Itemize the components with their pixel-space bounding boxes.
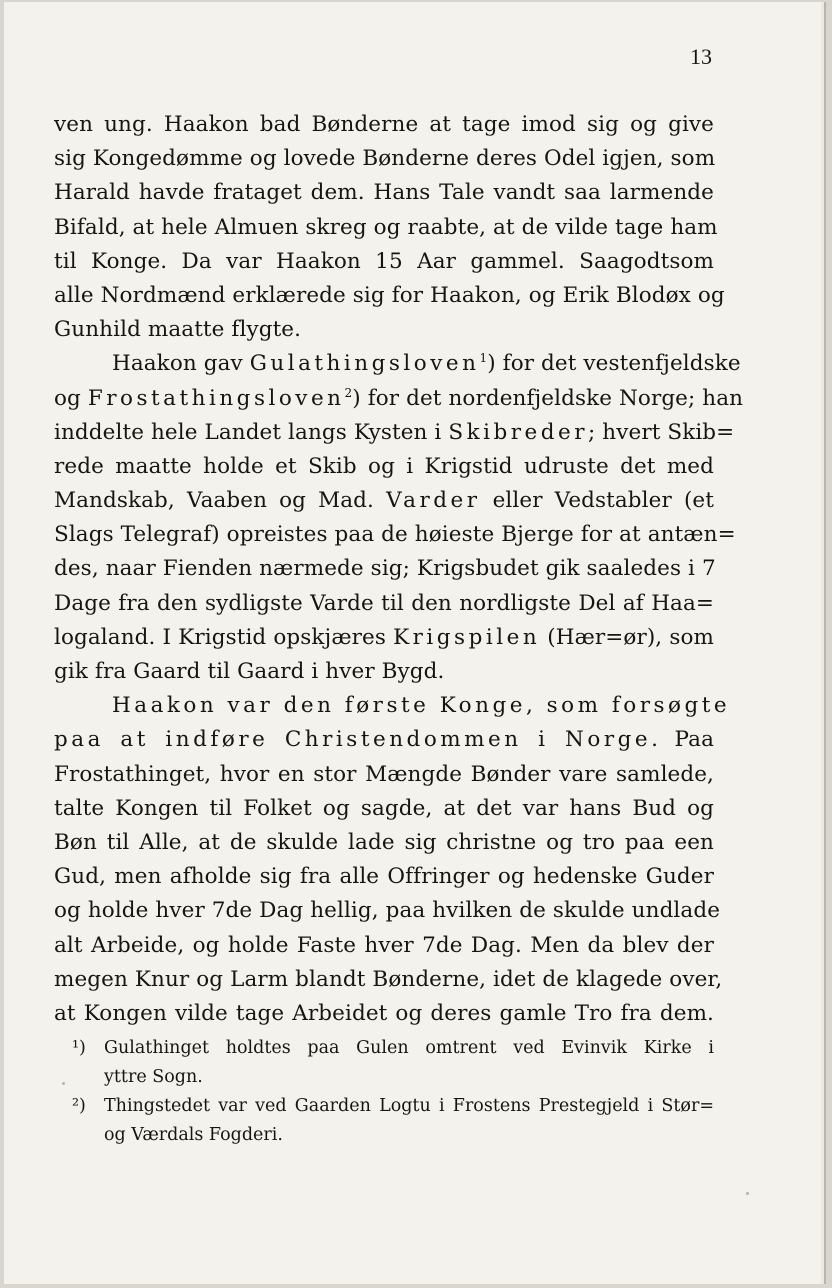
body-text <box>54 108 744 1031</box>
text-line: og holde hver 7de Dag hellig, paa hvilken de skulde undlade <box>54 898 721 924</box>
footnote-ref: 1 <box>479 351 488 366</box>
text-line: til Konge. Da var Haakon 15 Aar gammel. Saagodtsom <box>54 248 714 274</box>
text-line <box>54 347 741 381</box>
page-number: 13 <box>690 44 712 69</box>
text-line: Dage fra den sydligste Varde til den nordligste Del af Haa= <box>54 590 714 616</box>
text-line <box>54 416 735 450</box>
spaced-term: Skibreder <box>448 419 589 445</box>
text-line <box>54 621 714 655</box>
text-run: ) for det nordenfjeldske Norge; han <box>352 385 744 411</box>
spaced-term: Frostathingsloven <box>87 385 345 411</box>
text-line: alt Arbeide, og holde Faste hver 7de Dag. Men da blev der <box>54 932 714 958</box>
text-line: rede maatte holde et Skib og i Krigstid udruste det med <box>54 453 714 479</box>
footnote-ref: 2 <box>344 385 353 400</box>
paper-speck <box>62 1082 65 1085</box>
text-run: ) for det vestenfjeldske <box>487 351 741 377</box>
spaced-term: Gulathingsloven <box>249 351 480 377</box>
text-line: Gunhild maatte flygte. <box>54 317 302 343</box>
text-line: sig Kongedømme og lovede Bønderne deres Odel igjen, som <box>54 146 716 172</box>
text-line: talte Kongen til Folket og sagde, at det var hans Bud og <box>54 795 714 821</box>
footnote-marker: ²) <box>72 1096 86 1116</box>
text-line: des, naar Fienden nærmede sig; Krigsbudet gik saaledes i 7 <box>54 556 716 582</box>
footnote-line: Gulathinget holdtes paa Gulen omtrent ved Evinvik Kirke i <box>104 1038 714 1058</box>
footnote-line: yttre Sogn. <box>104 1067 203 1087</box>
text-run: og <box>54 385 88 411</box>
spaced-term: Varder <box>386 488 481 514</box>
footnote-line: Thingstedet var ved Gaarden Logtu i Frostens Prestegjeld i Stør= <box>104 1096 714 1116</box>
text-line: Bøn til Alle, at de skulde lade sig christne og tro paa een <box>54 829 714 855</box>
spaced-term: paa at indføre Christendommen i Norge. <box>54 727 662 753</box>
text-run: (Hær=ør), som <box>540 624 714 650</box>
footnote-marker: ¹) <box>72 1038 86 1058</box>
text-line: Harald havde frataget dem. Hans Tale vandt saa larmende <box>54 180 714 206</box>
footnote-line: og Værdals Fogderi. <box>104 1125 283 1145</box>
text-line: megen Knur og Larm blandt Bønderne, idet de klagede over, <box>54 966 723 992</box>
text-run: inddelte hele Landet langs Kysten i <box>54 419 449 445</box>
text-line: Gud, men afholde sig fra alle Offringer og hedenske Guder <box>54 864 714 890</box>
text-line <box>54 382 744 416</box>
text-line: ven ung. Haakon bad Bønderne at tage imod sig og give <box>54 112 714 137</box>
text-run: logaland. I Krigstid opskjæres <box>54 624 394 650</box>
text-line: at Kongen vilde tage Arbeidet og deres gamle Tro fra dem. <box>54 1000 714 1026</box>
text-run: Paa <box>661 727 714 753</box>
text-run: Mandskab, Vaaben og Mad. <box>54 488 387 514</box>
footnotes <box>72 1034 714 1150</box>
paper-speck <box>746 1192 749 1195</box>
text-line: Frostathinget, hvor en stor Mængde Bønder vare samlede, <box>54 761 714 787</box>
book-page <box>4 2 826 1284</box>
footnote <box>72 1034 714 1092</box>
text-run: eller Vedstabler (et <box>480 488 714 514</box>
text-line <box>54 723 714 757</box>
text-line: alle Nordmænd erklærede sig for Haakon, og Erik Blodøx og <box>54 282 725 308</box>
text-line <box>54 689 731 723</box>
text-line <box>54 484 714 518</box>
text-run: Haakon gav <box>112 351 250 377</box>
spaced-term: Krigspilen <box>393 624 541 650</box>
text-line: gik fra Gaard til Gaard i hver Bygd. <box>54 659 445 684</box>
footnote <box>72 1092 714 1150</box>
text-run: ; hvert Skib= <box>588 419 735 445</box>
spaced-term: Haakon var den første Konge, som forsøgte <box>112 693 731 719</box>
text-line: Slags Telegraf) opreistes paa de høieste Bjerge for at antæn= <box>54 522 736 548</box>
text-line: Bifald, at hele Almuen skreg og raabte, at de vilde tage ham <box>54 214 718 240</box>
